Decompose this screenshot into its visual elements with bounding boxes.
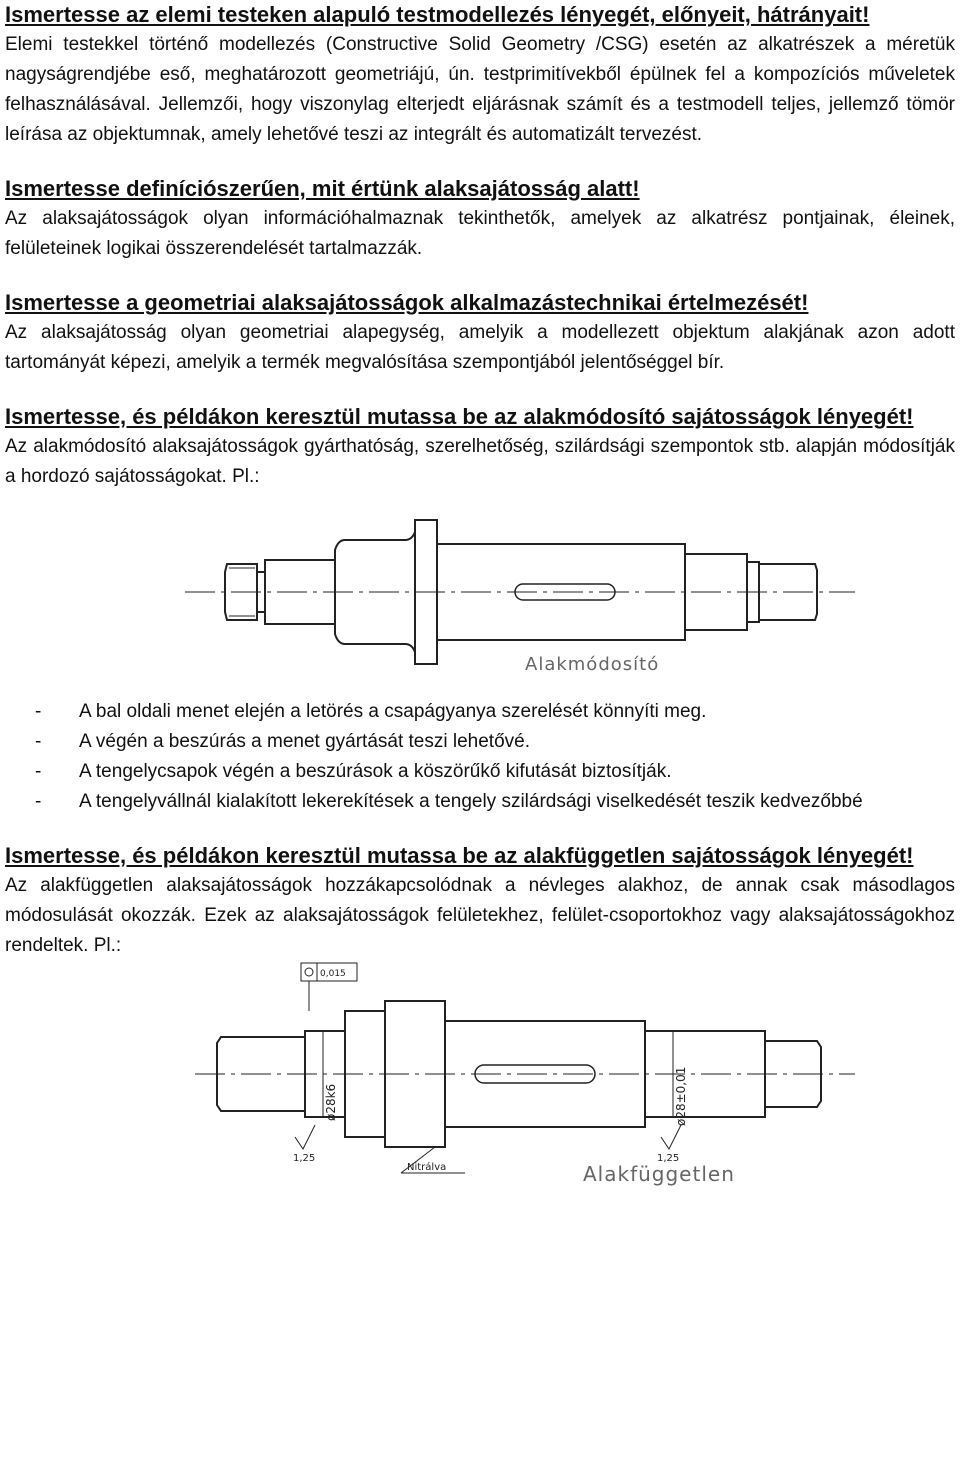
list-item — [5, 697, 955, 727]
bullet-text: A bal oldali menet elején a letörés a csapágyanya szerelését könnyíti meg. — [79, 701, 707, 722]
paragraph-definition: Az alaksajátosságok olyan információhalmaznak tekinthetők, amelyek az alkatrész pontjainak, éleinek, felületeinek logikai összerendelését tartalmazzák. — [5, 208, 955, 259]
dimension-right: ø28±0,01 — [674, 1066, 688, 1126]
bullet-text: A tengelyvállnál kialakított lekerekítések a tengely szilárdsági viselkedését teszik kedvezőbbé — [79, 791, 863, 812]
list-item — [5, 787, 955, 817]
paragraph-shape-independent: Az alakfüggetlen alaksajátosságok hozzákapcsolódnak a névleges alakhoz, de annak csak másodlagos módosulását okozzák. Ezek az alaksajátosságok felületekhez, felület-csoportokhoz vagy alaksajátosságokhoz rendeltek. Pl.: — [5, 875, 955, 956]
dimension-left: ø28k6 — [324, 1083, 338, 1121]
heading-shape-modifying: Ismertesse, és példákon keresztül mutassa be az alakmódosító sajátosságok lényegét! — [5, 404, 914, 429]
document-page — [5, 0, 955, 1186]
heading-shape-independent: Ismertesse, és példákon keresztül mutassa be az alakfüggetlen sajátosságok lényegét! — [5, 843, 914, 868]
bullet-marker: - — [35, 761, 42, 782]
heading-csg: Ismertesse az elemi testeken alapuló testmodellezés lényegét, előnyeit, hátrányait! — [5, 2, 870, 27]
bullet-marker: - — [35, 791, 42, 812]
figure-shape-independent — [5, 961, 955, 1186]
heading-geometric-interpretation: Ismertesse a geometriai alaksajátosságok alkalmazástechnikai értelmezését! — [5, 290, 809, 315]
roughness-right: 1,25 — [657, 1153, 680, 1164]
paragraph-shape-modifying: Az alakmódosító alaksajátosságok gyárthatóság, szerelhetőség, szilárdsági szempontok stb. alapján módosítják a hordozó sajátosságokat. Pl.: — [5, 436, 955, 487]
tolerance-value: 0,015 — [320, 969, 346, 979]
paragraph-geometric-interpretation: Az alaksajátosság olyan geometriai alapegység, amelyik a modellezett objektum alakjának azon adott tartományát képezi, amelyik a termék megvalósítása szempontjából jelentőséggel bír. — [5, 322, 955, 373]
treatment-note: Nitrálva — [407, 1162, 447, 1173]
list-item — [5, 727, 955, 757]
list-item — [5, 757, 955, 787]
bullet-text: A végén a beszúrás a menet gyártását teszi lehetővé. — [79, 731, 530, 752]
paragraph-csg: Elemi testekkel történő modellezés (Constructive Solid Geometry /CSG) esetén az alkatrészek a méretük nagyságrendjébe eső, meghatározott geometriájú, ún. testprimitívekből épülnek fel a kompozíciós műveletek felhasználásával. Jellemzői, hogy viszonylag elterjedt eljárásnak számít és a testmodell teljes, jellemző tömör leírása az objektumnak, amely lehetővé teszi az integrált és automatizált tervezést. — [5, 34, 955, 145]
roughness-left: 1,25 — [293, 1153, 316, 1164]
shaft-drawing — [5, 492, 955, 697]
bullet-marker: - — [35, 701, 42, 722]
heading-definition: Ismertesse definíciószerűen, mit értünk alaksajátosság alatt! — [5, 176, 640, 201]
bullet-marker: - — [35, 731, 42, 752]
bullet-list — [5, 697, 955, 817]
shaft-tolerance-drawing — [5, 961, 955, 1186]
figure-shape-modifying — [5, 492, 955, 697]
bullet-text: A tengelycsapok végén a beszúrások a köszörűkő kifutását biztosítják. — [79, 761, 672, 782]
figure2-caption: Alakfüggetlen — [583, 1162, 735, 1186]
figure1-caption: Alakmódosító — [525, 654, 660, 675]
